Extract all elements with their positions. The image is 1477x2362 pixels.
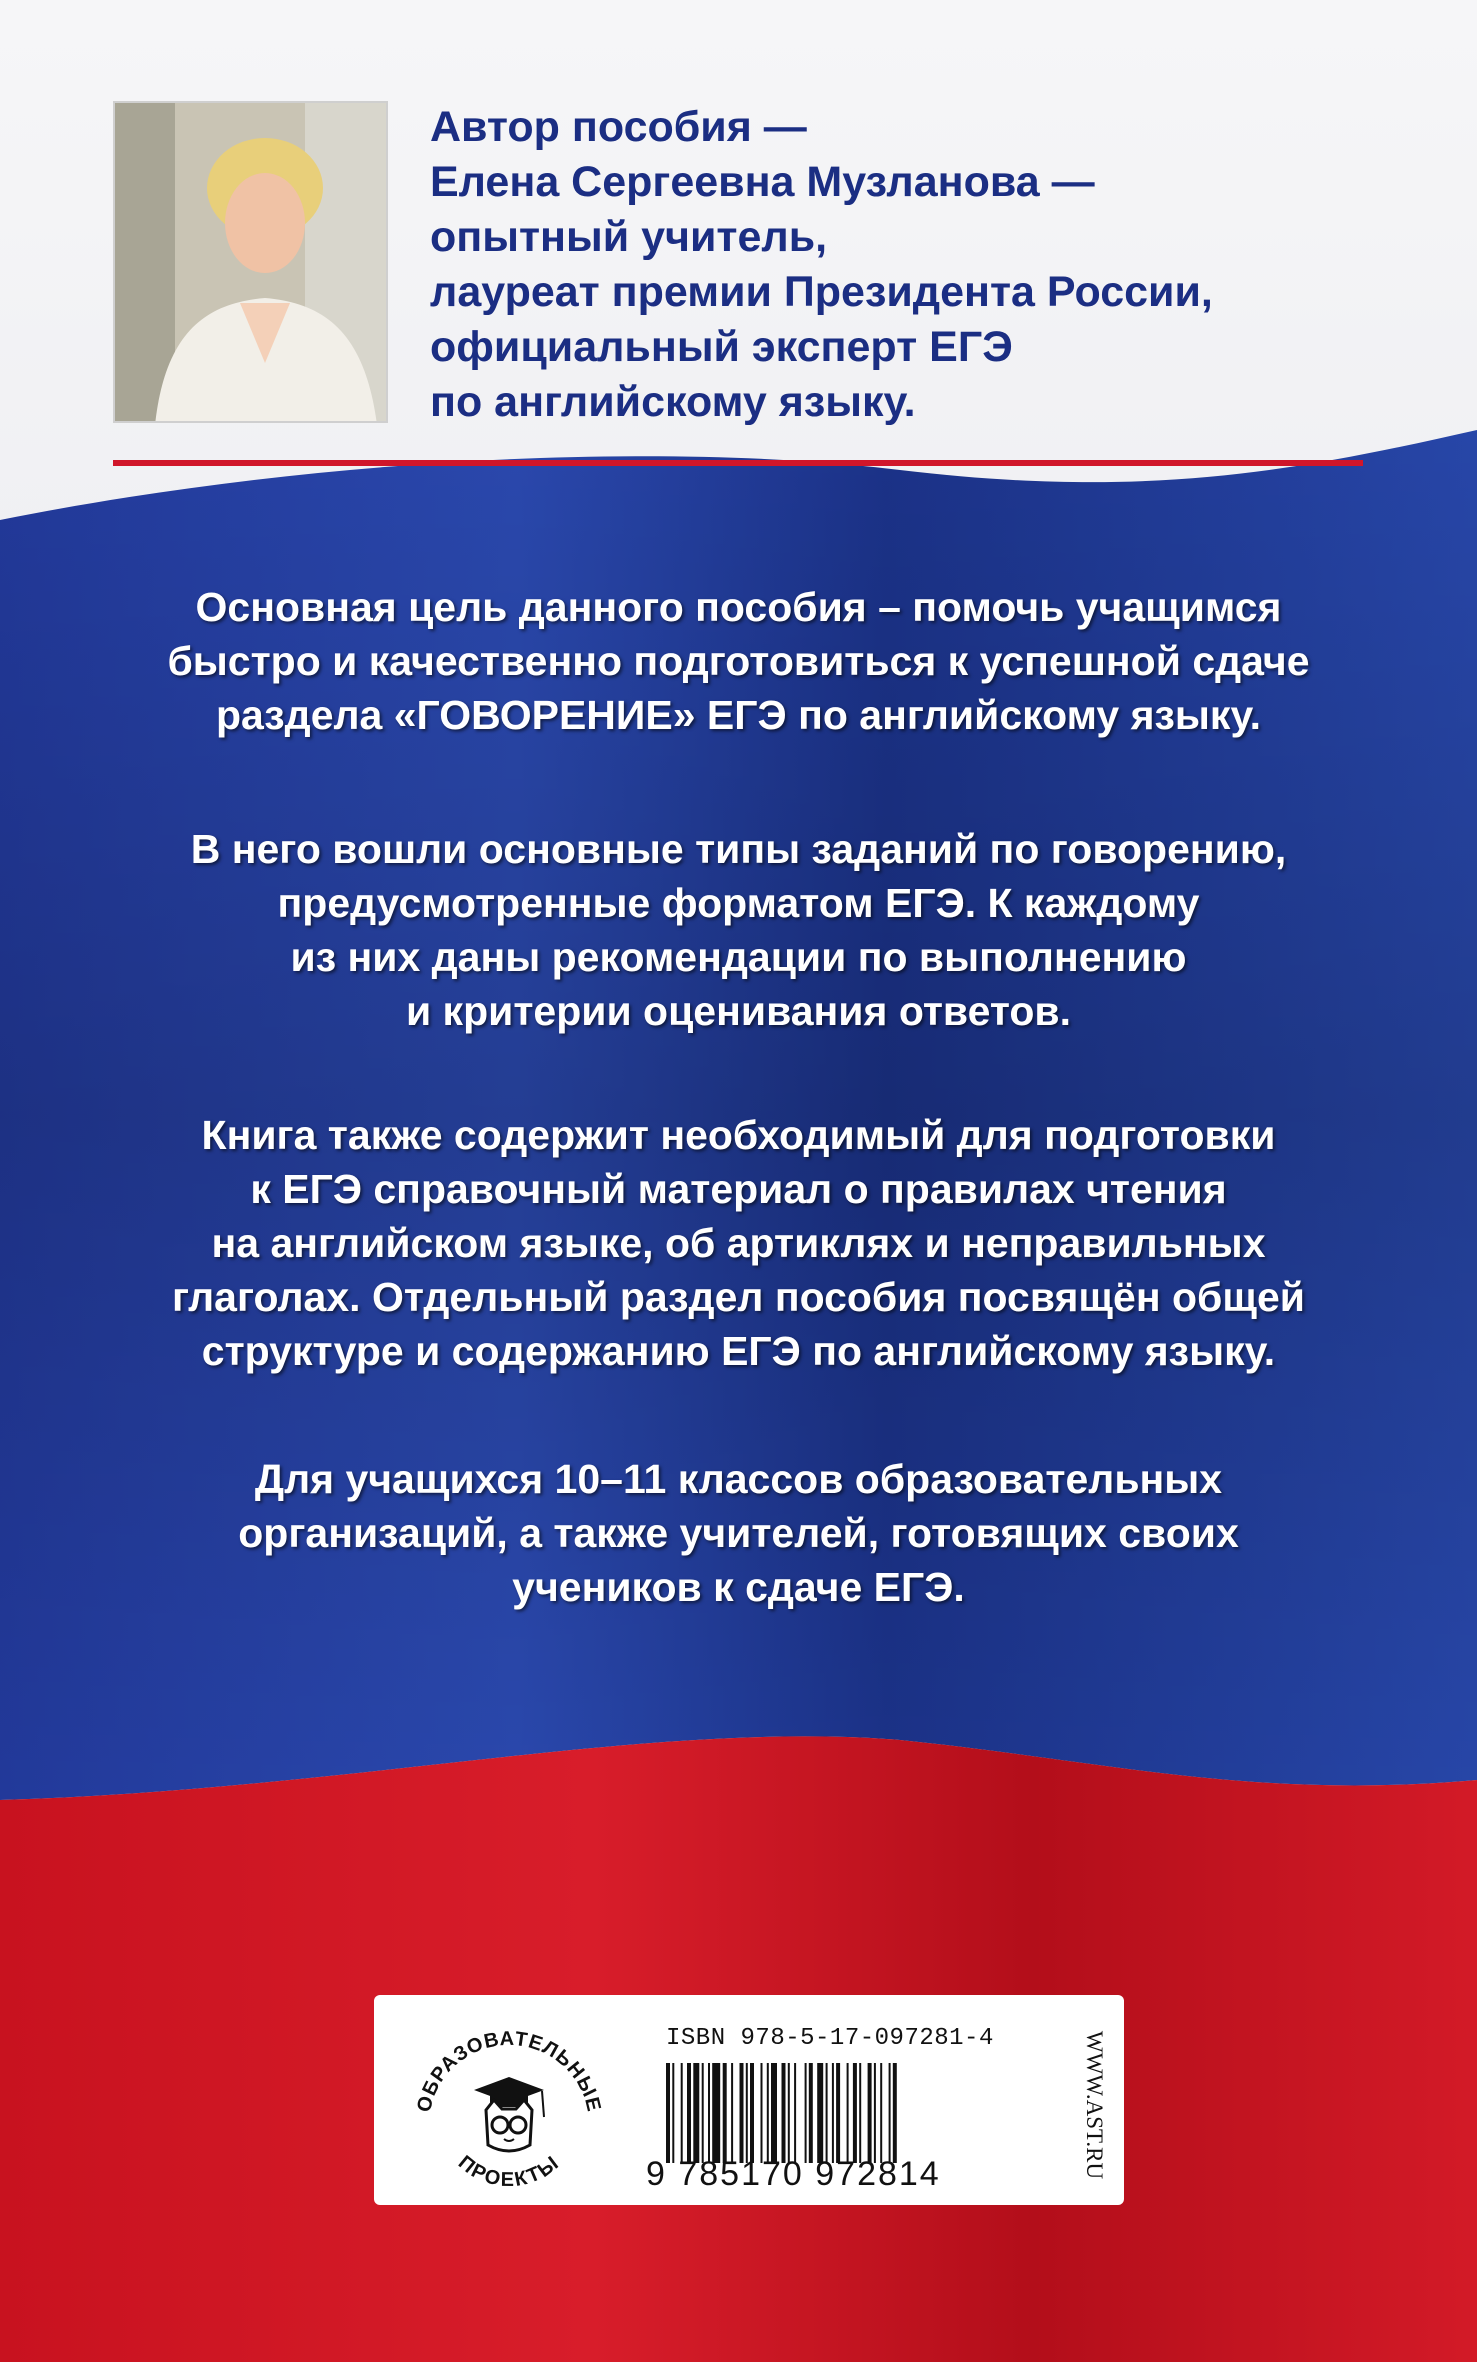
paragraph-line: из них даны рекомендации по выполнению [290, 934, 1187, 980]
author-bio-line: официальный эксперт ЕГЭ [430, 323, 1013, 371]
author-bio-line: лауреат премии Президента России, [430, 268, 1213, 316]
publisher-site [1074, 2015, 1114, 2195]
author-bio-line: опытный учитель, [430, 213, 828, 261]
paragraph-line: раздела «ГОВОРЕНИЕ» ЕГЭ по английскому языку. [215, 692, 1262, 738]
divider-rule [113, 460, 1363, 466]
description-paragraph [0, 1108, 1477, 1378]
paragraph-line: и критерии оценивания ответов. [405, 988, 1072, 1034]
paragraph-line: к ЕГЭ справочный материал о правилах чтения [250, 1166, 1227, 1212]
paragraph-line: предусмотренные форматом ЕГЭ. К каждому [277, 880, 1200, 926]
author-photo [113, 101, 388, 423]
paragraph-line: быстро и качественно подготовиться к успешной сдаче [167, 638, 1310, 684]
description-paragraph [0, 822, 1477, 1038]
isbn-box [374, 1995, 1124, 2205]
author-bio-line: Автор пособия — [430, 103, 807, 151]
logo-bottom-text: ПРОЕКТЫ [453, 2151, 565, 2192]
paragraph-line: Книга также содержит необходимый для подготовки [201, 1112, 1276, 1158]
author-bio [430, 100, 1430, 430]
publisher-site-text: WWW.AST.RU [1082, 2030, 1107, 2180]
paragraph-line: на английском языке, об артиклях и неправильных [211, 1220, 1266, 1266]
svg-text:ПРОЕКТЫ [454, 2151, 564, 2191]
paragraph-line: глаголах. Отдельный раздел пособия посвящён общей [172, 1274, 1305, 1320]
paragraph-line: Основная цель данного пособия – помочь учащимся [195, 584, 1282, 630]
author-bio-line: по английскому языку. [430, 378, 916, 426]
isbn-label: ISBN 978-5-17-097281-4 [666, 2025, 994, 2052]
description-paragraph [0, 580, 1477, 742]
publisher-logo [394, 2005, 624, 2200]
paragraph-line: В него вошли основные типы заданий по говорению, [190, 826, 1287, 872]
paragraph-line: учеников к сдаче ЕГЭ. [512, 1564, 965, 1610]
cat-in-graduation-cap-icon [474, 2077, 544, 2151]
paragraph-line: организаций, а также учителей, готовящих своих [238, 1510, 1239, 1556]
paragraph-line: структуре и содержанию ЕГЭ по английскому языку. [201, 1328, 1276, 1374]
author-bio-line: Елена Сергеевна Музланова — [430, 158, 1095, 206]
barcode [666, 2063, 1026, 2163]
barcode-digits: 9 785170 972814 [646, 2155, 941, 2193]
paragraph-line: Для учащихся 10–11 классов образовательных [254, 1456, 1223, 1502]
description-paragraph [0, 1452, 1477, 1614]
logo-top-text: ОБРАЗОВАТЕЛЬНЫЕ [412, 2027, 605, 2115]
